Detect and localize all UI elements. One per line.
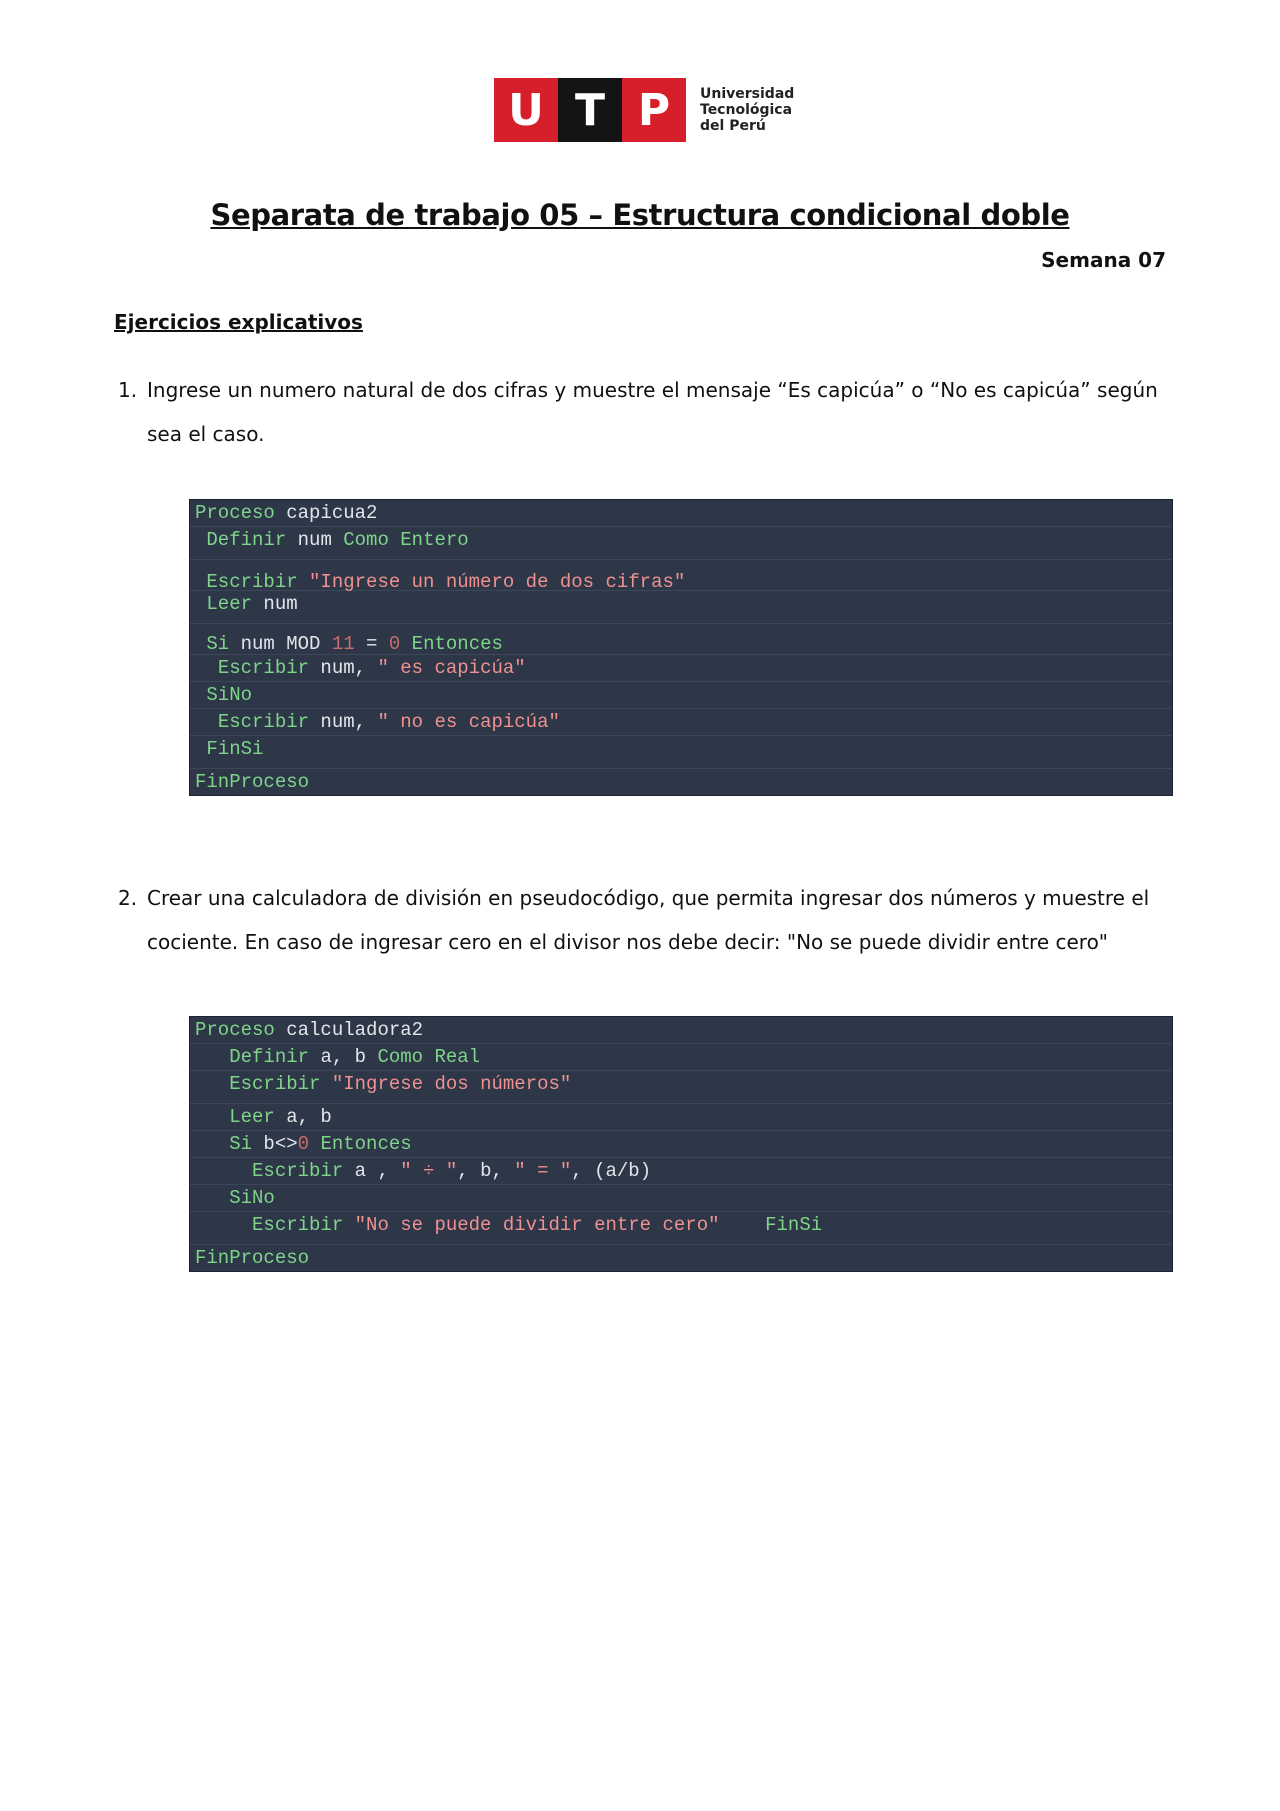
- code-line: FinProceso: [195, 771, 310, 793]
- code-line: Leer num: [190, 591, 1172, 624]
- code-line: Escribir "No se puede dividir entre cero" FinSi: [190, 1212, 1172, 1245]
- code-line: Escribir num, " es capicúa": [190, 655, 1172, 682]
- code-line: FinSi: [190, 736, 1172, 769]
- utp-logo: [494, 78, 794, 142]
- code-line: Escribir "Ingrese un número de dos cifras": [190, 560, 1172, 591]
- code-line: Si b<>0 Entonces: [190, 1131, 1172, 1158]
- logo-letter-p: P: [622, 78, 686, 142]
- logo-text: [700, 86, 794, 134]
- code-line: Definir a, b Como Real: [190, 1044, 1172, 1071]
- exercise-1: [114, 368, 1174, 456]
- logo-text-line: del Perú: [700, 118, 766, 134]
- section-heading: Ejercicios explicativos: [114, 310, 363, 334]
- code-line: Proceso capicua2: [190, 500, 1172, 527]
- code-line: Si num MOD 11 = 0 Entonces: [190, 624, 1172, 655]
- code-line: Escribir a , " ÷ ", b, " = ", (a/b): [190, 1158, 1172, 1185]
- exercise-2: [114, 876, 1174, 964]
- code-block-2: [189, 1016, 1173, 1272]
- exercise-text: Ingrese un numero natural de dos cifras y muestre el mensaje “Es capicúa” o “No es capicúa” según sea el caso.: [147, 378, 1158, 446]
- exercise-number: 2.: [118, 886, 138, 910]
- week-label: Semana 07: [1041, 248, 1166, 272]
- logo-letter-t: T: [558, 78, 622, 142]
- logo-letter-u: U: [494, 78, 558, 142]
- code-line: Escribir "Ingrese dos números": [190, 1071, 1172, 1104]
- document-title: Separata de trabajo 05 – Estructura condicional doble: [210, 198, 1070, 232]
- code-line: Leer a, b: [190, 1104, 1172, 1131]
- code-line: SiNo: [190, 1185, 1172, 1212]
- code-line: FinProceso: [195, 1247, 310, 1269]
- code-block-1: [189, 499, 1173, 796]
- exercise-number: 1.: [118, 378, 138, 402]
- code-line: Definir num Como Entero: [190, 527, 1172, 560]
- exercise-text: Crear una calculadora de división en pseudocódigo, que permita ingresar dos números y muestre el cociente. En caso de ingresar cero en el divisor nos debe decir: "No se puede dividir entre cero": [147, 886, 1150, 954]
- code-line: Proceso calculadora2: [190, 1017, 1172, 1044]
- logo-text-line: Universidad: [700, 86, 795, 102]
- code-line: Escribir num, " no es capicúa": [190, 709, 1172, 736]
- code-line: SiNo: [190, 682, 1172, 709]
- logo-text-line: Tecnológica: [700, 102, 793, 118]
